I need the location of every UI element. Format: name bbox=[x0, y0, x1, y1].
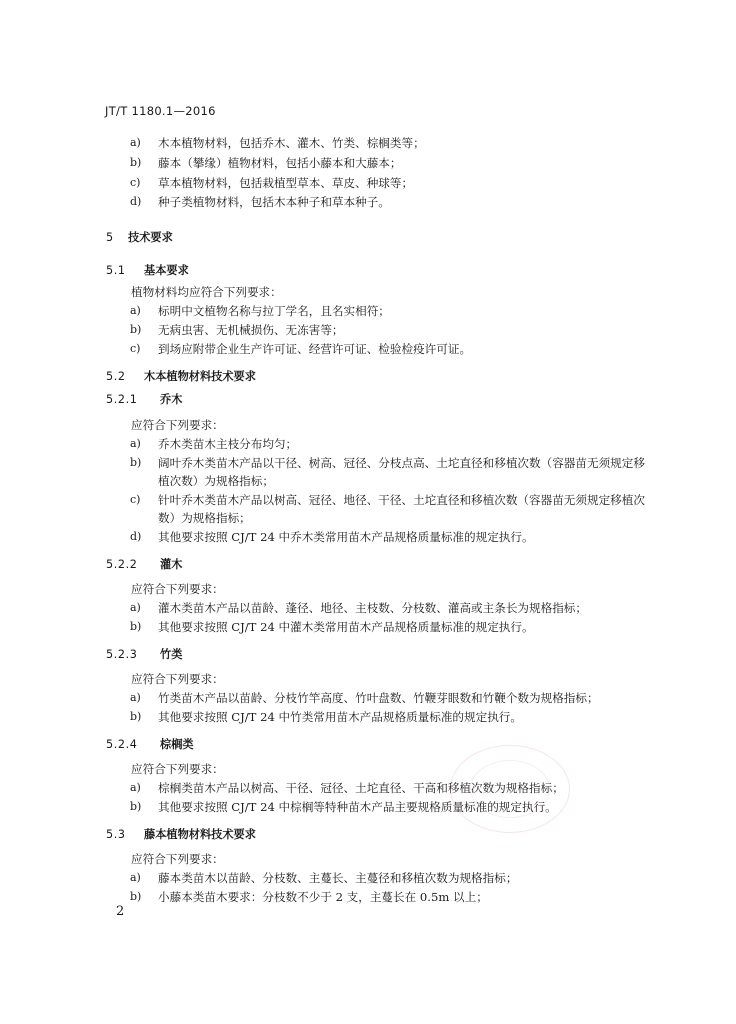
section-heading bbox=[106, 557, 182, 573]
list-marker: a) bbox=[130, 304, 141, 317]
list-text: 针叶乔木类苗木产品以树高、冠径、地径、干径、土坨直径和移植次数（容器苗无须规定移植次 bbox=[158, 493, 645, 507]
section-heading bbox=[106, 369, 256, 385]
watermark-seal-inner bbox=[470, 760, 550, 818]
section-number: 5.1 bbox=[106, 264, 126, 277]
list-text: 小藤本类苗木要求：分枝数不少于 2 支，主蔓长在 0.5m 以上； bbox=[158, 890, 488, 904]
list-marker: a) bbox=[130, 781, 141, 794]
list-text: 灌木类苗木产品以苗龄、蓬径、地径、主枝数、分枝数、灌高或主条长为规格指标； bbox=[158, 601, 587, 615]
section-number: 5.2.1 bbox=[106, 393, 138, 406]
list-text: 无病虫害、无机械损伤、无冻害等； bbox=[158, 323, 344, 337]
section-title: 木本植物材料技术要求 bbox=[144, 370, 256, 383]
list-marker: c) bbox=[130, 342, 141, 355]
list-marker: b) bbox=[130, 456, 142, 469]
list-marker: a) bbox=[130, 136, 141, 149]
section-heading bbox=[106, 230, 173, 246]
section-title: 技术要求 bbox=[128, 231, 173, 244]
list-marker: a) bbox=[130, 871, 141, 884]
list-text: 阔叶乔木类苗木产品以干径、树高、冠径、分枝点高、土坨直径和移植次数（容器苗无须规定移 bbox=[158, 456, 645, 470]
list-text: 木本植物材料，包括乔木、灌木、竹类、棕榈类等； bbox=[158, 136, 425, 150]
section-title: 藤本植物材料技术要求 bbox=[144, 828, 256, 841]
section-number: 5.2.2 bbox=[106, 558, 138, 571]
list-item bbox=[130, 155, 402, 171]
list-item bbox=[130, 709, 522, 725]
list-text: 其他要求按照 CJ/T 24 中竹类常用苗木产品规格质量标准的规定执行。 bbox=[158, 710, 522, 724]
list-text: 其他要求按照 CJ/T 24 中棕榈等特种苗木产品主要规格质量标准的规定执行。 bbox=[158, 800, 557, 814]
list-marker: a) bbox=[130, 437, 141, 450]
list-marker: d) bbox=[130, 530, 142, 543]
list-marker: a) bbox=[130, 601, 141, 614]
list-text: 乔木类苗木主枝分布均匀； bbox=[158, 437, 298, 451]
section-number: 5 bbox=[106, 231, 114, 244]
list-item bbox=[130, 135, 425, 151]
list-marker: a) bbox=[130, 691, 141, 704]
list-text: 棕榈类苗木产品以树高、干径、冠径、土坨直径、干高和移植次数为规格指标； bbox=[158, 781, 564, 795]
list-marker: b) bbox=[130, 323, 142, 336]
list-text-continuation: 植次数）为规格指标； bbox=[158, 474, 274, 488]
list-marker: b) bbox=[130, 156, 142, 169]
list-marker: b) bbox=[130, 620, 142, 633]
paragraph: 应符合下列要求： bbox=[131, 762, 224, 776]
section-number: 5.3 bbox=[106, 828, 126, 841]
section-title: 基本要求 bbox=[144, 264, 189, 277]
list-item bbox=[130, 619, 534, 635]
section-number: 5.2.4 bbox=[106, 738, 138, 751]
list-item bbox=[130, 600, 587, 616]
list-item bbox=[130, 341, 472, 357]
list-text: 种子类植物材料，包括木本种子和草本种子。 bbox=[158, 195, 390, 209]
section-heading bbox=[106, 827, 256, 843]
list-text-continuation: 数）为规格指标； bbox=[158, 511, 251, 525]
paragraph: 应符合下列要求： bbox=[131, 672, 224, 686]
list-marker: b) bbox=[130, 890, 142, 903]
list-item bbox=[130, 690, 599, 706]
page-number: 2 bbox=[116, 904, 125, 919]
paragraph: 应符合下列要求： bbox=[131, 852, 224, 866]
list-item bbox=[130, 303, 390, 319]
list-item bbox=[130, 889, 488, 905]
list-text: 其他要求按照 CJ/T 24 中灌木类常用苗木产品规格质量标准的规定执行。 bbox=[158, 620, 534, 634]
list-item bbox=[130, 194, 390, 210]
list-text: 草本植物材料，包括栽植型草本、草皮、种球等； bbox=[158, 176, 414, 190]
list-text: 竹类苗木产品以苗龄、分枝竹竿高度、竹叶盘数、竹鞭芽眼数和竹鞭个数为规格指标； bbox=[158, 691, 599, 705]
list-item bbox=[130, 492, 645, 508]
section-heading bbox=[106, 737, 194, 753]
list-item bbox=[130, 529, 534, 545]
list-marker: b) bbox=[130, 710, 142, 723]
section-number: 5.2 bbox=[106, 370, 126, 383]
paragraph: 植物材料均应符合下列要求： bbox=[131, 285, 282, 299]
section-title: 乔木 bbox=[160, 393, 183, 406]
list-marker: c) bbox=[130, 176, 141, 189]
section-number: 5.2.3 bbox=[106, 648, 138, 661]
paragraph: 应符合下列要求： bbox=[131, 582, 224, 596]
section-heading bbox=[106, 647, 182, 663]
list-text: 到场应附带企业生产许可证、经营许可证、检验检疫许可证。 bbox=[158, 342, 472, 356]
list-marker: c) bbox=[130, 493, 141, 506]
list-item bbox=[130, 175, 414, 191]
section-heading bbox=[106, 392, 182, 408]
list-text: 藤本类苗木以苗龄、分枝数、主蔓长、主蔓径和移植次数为规格指标； bbox=[158, 871, 518, 885]
list-text: 其他要求按照 CJ/T 24 中乔木类常用苗木产品规格质量标准的规定执行。 bbox=[158, 530, 534, 544]
paragraph: 应符合下列要求： bbox=[131, 418, 224, 432]
standard-header: JT/T 1180.1—2016 bbox=[105, 104, 216, 118]
list-item bbox=[130, 455, 645, 471]
list-item bbox=[130, 322, 344, 338]
section-heading bbox=[106, 263, 189, 279]
list-item bbox=[130, 436, 298, 452]
list-marker: b) bbox=[130, 800, 142, 813]
list-text: 标明中文植物名称与拉丁学名，且名实相符； bbox=[158, 304, 390, 318]
section-title: 灌木 bbox=[160, 558, 183, 571]
section-title: 竹类 bbox=[160, 648, 183, 661]
section-title: 棕榈类 bbox=[160, 738, 194, 751]
list-text: 藤本（攀缘）植物材料，包括小藤本和大藤本； bbox=[158, 156, 402, 170]
list-item bbox=[130, 870, 518, 886]
list-marker: d) bbox=[130, 195, 142, 208]
